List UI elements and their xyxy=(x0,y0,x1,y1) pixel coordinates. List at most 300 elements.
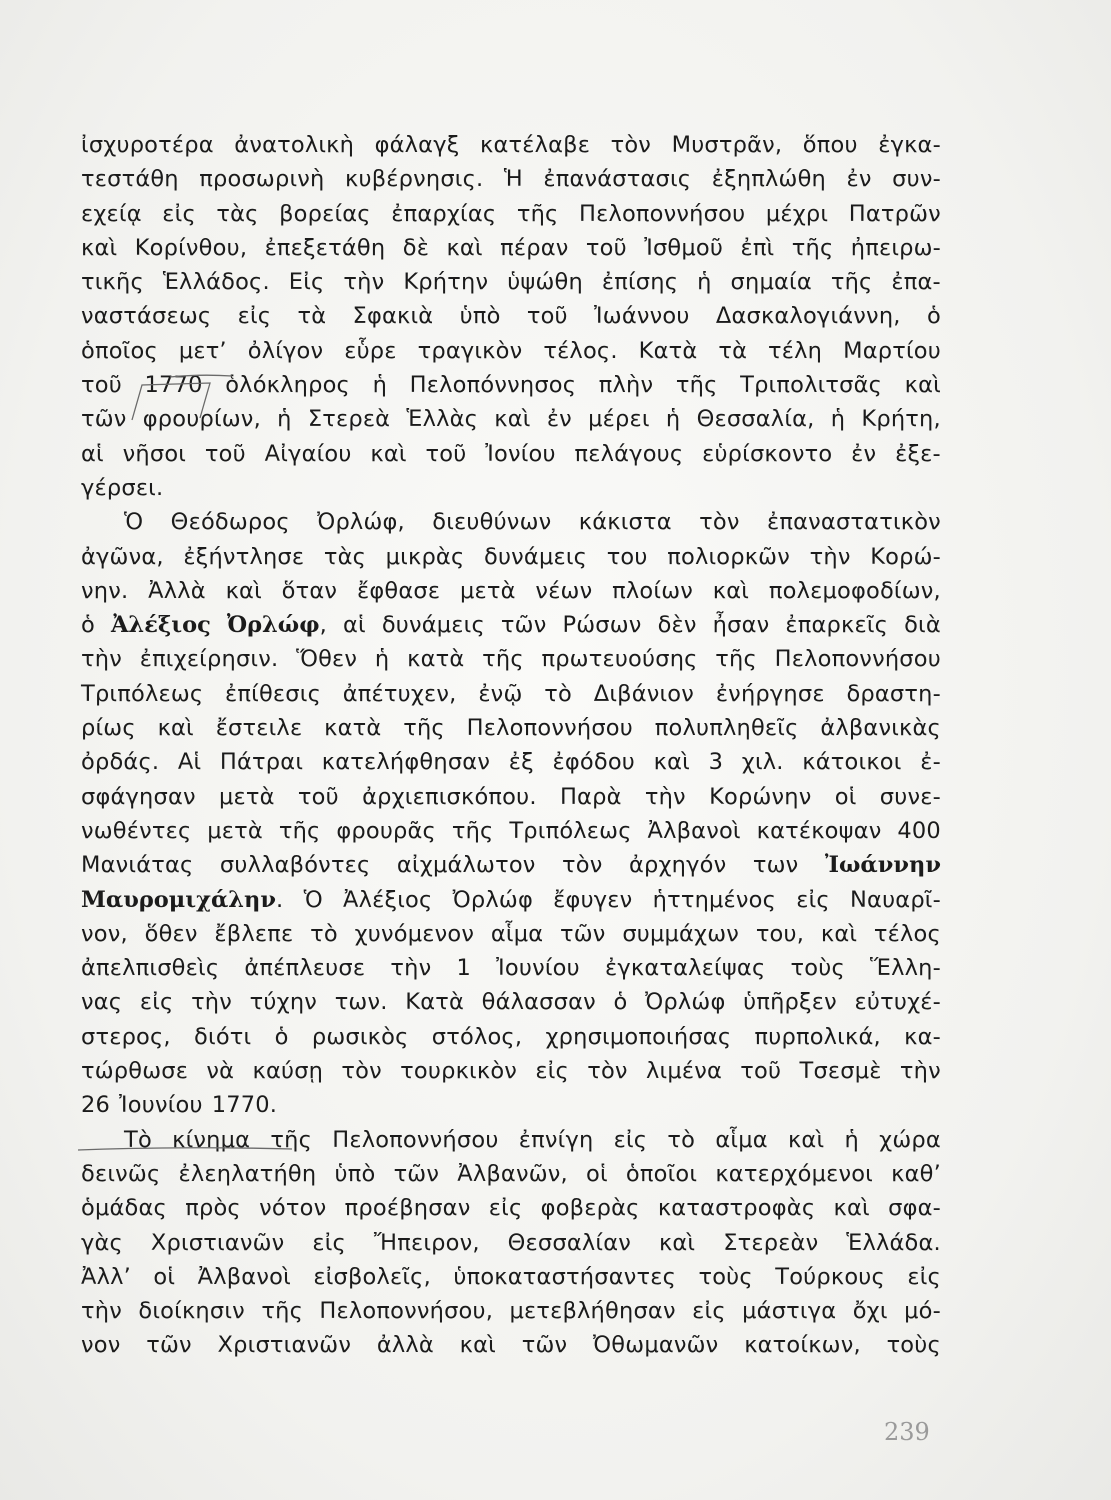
bold-name: Ἰωάννην xyxy=(824,852,941,879)
word: τοῦ xyxy=(204,440,246,467)
word: τὴν xyxy=(191,989,233,1016)
word: τοῦ xyxy=(585,234,627,261)
word: Ἀλβανοὶ xyxy=(647,817,741,844)
word: εἰς xyxy=(312,1229,346,1256)
word: σημαία xyxy=(730,269,812,296)
word: ὁλόκληρος xyxy=(225,372,350,399)
word: Αἱ xyxy=(177,749,202,776)
word: φάλαγξ xyxy=(374,132,460,158)
word: φρουρίων, xyxy=(142,406,261,433)
text-line xyxy=(81,1088,941,1122)
word: Θεόδωρος xyxy=(170,509,290,536)
word: κάκιστα xyxy=(578,509,672,536)
word: εἰσβολεῖς, xyxy=(313,1263,431,1290)
text-line xyxy=(81,1328,941,1362)
word: στερος, xyxy=(81,1023,171,1050)
word: χυνόμενον xyxy=(354,920,475,947)
word: τῆς xyxy=(278,817,321,844)
word: μικρὰς xyxy=(385,543,465,570)
word: γέρσει. xyxy=(81,474,164,501)
word: τῆς xyxy=(451,817,494,844)
text-line xyxy=(81,780,941,814)
word: τικῆς xyxy=(81,269,144,296)
text-line xyxy=(81,402,941,436)
word: κίνημα xyxy=(172,1126,251,1153)
word: ἐνῷ xyxy=(478,680,523,707)
word: Πελοποννήσου xyxy=(774,646,941,673)
word: των xyxy=(752,852,799,879)
word: ὁ xyxy=(81,612,95,639)
word: εἰς xyxy=(796,886,830,913)
word: ἐξήντλησε xyxy=(183,543,305,570)
word: Ὀθωμανῶν xyxy=(593,1332,719,1359)
word: εἰς xyxy=(907,1263,941,1290)
word: συλλαβόντες xyxy=(219,852,371,879)
word: τῶν xyxy=(560,920,606,947)
word: εχείᾳ xyxy=(81,200,142,227)
word: διοίκησιν xyxy=(138,1298,245,1325)
word: τὴν xyxy=(343,269,385,296)
word: Ὀρλώφ xyxy=(645,989,726,1016)
word: κατέλαβε xyxy=(480,132,591,158)
word: τὰ xyxy=(718,337,748,364)
word: Θεσσαλία, xyxy=(696,406,815,433)
text-line xyxy=(81,368,941,402)
word: ὁποῖος xyxy=(81,337,158,364)
word: Ὀρλώφ, xyxy=(317,509,405,536)
word: Μανιάτας xyxy=(81,852,194,879)
word: δυνάμεις xyxy=(483,543,588,570)
word: Σφακιὰ xyxy=(352,303,434,330)
word: τοὺς xyxy=(886,1332,941,1359)
word: βορείας xyxy=(279,200,371,227)
word: Μαυρομιχάλην. xyxy=(81,886,284,913)
word: 400 xyxy=(897,817,941,844)
word: ἔστειλε xyxy=(215,715,303,742)
word: ἐνήργησε xyxy=(715,680,825,707)
word: Ἑλλάδα. xyxy=(846,1229,941,1256)
word: Ἰουνίου xyxy=(119,1092,203,1119)
word: τοὺς xyxy=(698,1263,753,1290)
word: ἐπὶ xyxy=(740,234,775,261)
word: καὶ xyxy=(787,1126,825,1153)
word: τῆς xyxy=(715,646,757,673)
word: τῆς xyxy=(270,1126,313,1153)
word: φρουρᾶς xyxy=(336,817,436,844)
word: Ἀλβανοὶ xyxy=(197,1263,291,1290)
word: τύχην xyxy=(249,989,318,1016)
word: Κορώνην xyxy=(709,783,812,810)
word: τὰς xyxy=(323,543,367,570)
word: εἰς xyxy=(139,989,174,1016)
word: τὴν xyxy=(809,543,851,570)
word: ἀρχηγόν xyxy=(628,852,727,879)
text-line xyxy=(81,608,941,642)
word: φοβερὰς xyxy=(540,1195,640,1222)
word: ἡ xyxy=(372,372,388,399)
word: Πελοποννήσου, xyxy=(319,1298,494,1325)
word: Ἑλλὰς xyxy=(406,406,479,433)
text-line xyxy=(81,1226,941,1260)
word: Ἰουνίου xyxy=(496,955,580,982)
word: ἡ xyxy=(374,646,390,673)
text-line xyxy=(81,642,941,676)
word: θάλασσαν xyxy=(481,989,596,1016)
word: καὶ xyxy=(446,234,483,261)
word: τῶν xyxy=(146,1332,192,1359)
word: καὶ xyxy=(653,749,690,776)
word: τεστάθη xyxy=(81,166,179,193)
word: ἐπεξετάθη xyxy=(264,234,386,261)
word: ἐγκα- xyxy=(878,132,941,158)
word: Ἑλλάδος. xyxy=(162,269,270,296)
word: μέρει xyxy=(588,406,650,433)
word: ἀλβανικὰς xyxy=(820,715,941,742)
word: αἱ xyxy=(342,612,366,639)
text-line xyxy=(81,334,941,368)
word: δραστη- xyxy=(846,680,941,707)
word: ἔφθασε xyxy=(356,577,441,604)
word: ἐξε- xyxy=(895,440,941,467)
word: Πελοποννήσου xyxy=(332,1126,499,1153)
word: ρίως xyxy=(81,715,136,742)
word: οἱ xyxy=(834,783,857,810)
word: πολεμοφοδίων, xyxy=(768,577,941,604)
word: τῆς xyxy=(403,715,445,742)
word: ρωσικὸς xyxy=(311,1023,409,1050)
word: Χριστιανῶν xyxy=(150,1229,285,1256)
word: προσωρινὴ xyxy=(199,166,325,193)
text-line xyxy=(81,1020,941,1054)
word: Δασκαλογιάννη, xyxy=(715,303,901,330)
word: ἡ xyxy=(697,269,712,296)
word: ἔφυγεν xyxy=(553,886,633,913)
text-line xyxy=(81,1157,941,1191)
word: δὲν xyxy=(657,612,697,639)
word: αἷμα xyxy=(715,1126,768,1153)
word: ἡ xyxy=(277,406,292,433)
word: Ὀρλώφ, xyxy=(226,612,327,639)
word: ἐπνίγη xyxy=(518,1126,594,1153)
word: ἐπαρκεῖς xyxy=(785,612,889,639)
word: πλὴν xyxy=(598,372,654,399)
word: μετ’ xyxy=(178,337,227,364)
word: ὁ xyxy=(926,303,941,330)
word: Ἀλβανῶν, xyxy=(457,1160,568,1187)
word: τὸν xyxy=(562,852,603,879)
word: ὁποῖοι xyxy=(625,1160,698,1187)
word: τὴν xyxy=(81,646,122,673)
word: ναστάσεως xyxy=(81,303,212,330)
word: δυνάμεις xyxy=(381,612,485,639)
word: Παρὰ xyxy=(559,783,622,810)
word: ἐπιχείρησιν. xyxy=(139,646,279,673)
word: Ὀρλώφ xyxy=(452,886,533,913)
text-line xyxy=(81,1123,941,1157)
word: οἱ xyxy=(586,1160,608,1187)
word: μέχρι xyxy=(765,200,829,227)
word: μάστιγα xyxy=(742,1298,837,1325)
word: καὶ xyxy=(833,1195,870,1222)
word: του, xyxy=(755,920,805,947)
word: ὑψώθη xyxy=(507,269,583,296)
word: νην. xyxy=(81,577,129,604)
word: ἦσαν xyxy=(712,612,770,639)
text-line xyxy=(81,471,941,505)
word: εἰς xyxy=(162,200,196,227)
word: ἀγῶνα, xyxy=(81,543,164,570)
word: καὶ xyxy=(225,577,262,604)
word: τὰς xyxy=(216,200,259,227)
word: του xyxy=(606,543,648,570)
word: εὐτυχέ- xyxy=(854,989,941,1016)
word: Τριπόλεως xyxy=(509,817,632,844)
word: τὸν xyxy=(341,1058,382,1085)
word xyxy=(825,848,941,882)
text-line xyxy=(81,197,941,231)
word: ὑποκαταστήσαντες xyxy=(453,1263,677,1290)
word: εἰς xyxy=(692,1298,726,1325)
word: ἐπα- xyxy=(891,269,941,296)
word: ἐν xyxy=(546,406,572,433)
word: αἰχμάλωτον xyxy=(396,852,536,879)
word: Ἰσθμοῦ xyxy=(644,234,724,261)
word: ἐξ xyxy=(508,749,534,776)
word: σφα- xyxy=(888,1195,941,1222)
word: ἐλεηλατήθη xyxy=(178,1160,317,1187)
word: τὴν xyxy=(644,783,686,810)
word: Κρήτην xyxy=(403,269,489,296)
word: 1770. xyxy=(211,1092,278,1119)
page-number: 239 xyxy=(884,1418,930,1446)
word: στόλος, xyxy=(431,1023,523,1050)
text-line xyxy=(81,505,941,539)
word: κυβέρνησις. xyxy=(345,166,484,193)
word: πρωτευούσης xyxy=(541,646,698,673)
word: οἱ xyxy=(153,1263,176,1290)
word: Κατὰ xyxy=(405,989,464,1016)
word: κατερχόμενοι xyxy=(715,1160,873,1187)
word: νον, xyxy=(81,920,128,947)
word: κατοίκων, xyxy=(744,1332,861,1359)
word: κάτοικοι xyxy=(802,749,902,776)
word: ὁ xyxy=(274,1023,289,1050)
word: σφάγησαν xyxy=(81,783,196,810)
bold-name: Μαυρομιχάλην xyxy=(81,886,277,913)
word: Αἰγαίου xyxy=(264,440,352,467)
word: Ὁ xyxy=(303,886,323,913)
word: ἐν xyxy=(851,440,877,467)
word: ὄχι xyxy=(852,1298,888,1325)
word: ἠπειρω- xyxy=(850,234,941,261)
word: καὶ xyxy=(81,234,118,261)
word: κατὰ xyxy=(407,646,465,673)
word: Ρώσων xyxy=(562,612,642,639)
word: Ἡ xyxy=(503,166,523,193)
word: νωθέντες xyxy=(81,817,192,844)
word: καθ’ xyxy=(891,1160,941,1187)
word: Στερεὰ xyxy=(307,406,391,433)
text-line xyxy=(81,711,941,745)
word: Κατὰ xyxy=(638,337,698,364)
word: καύσῃ xyxy=(252,1058,324,1085)
word: Πελοπόννησος xyxy=(409,372,577,399)
word: τουρκικὸν xyxy=(400,1058,518,1085)
text-line xyxy=(81,299,941,333)
text-line xyxy=(81,540,941,574)
word: Πελοποννήσου xyxy=(578,200,746,227)
text-line xyxy=(81,883,941,917)
word: ἀπελπισθεὶς xyxy=(81,955,220,982)
word: εἰς xyxy=(613,1126,648,1153)
text-line xyxy=(81,985,941,1019)
word: καὶ xyxy=(494,406,531,433)
word: Τριπολιτσᾶς xyxy=(740,372,883,399)
word: καταστροφὰς xyxy=(657,1195,816,1222)
word: μό- xyxy=(904,1298,941,1325)
word: δεινῶς xyxy=(81,1160,161,1187)
text-line xyxy=(81,1294,941,1328)
word: ἐ- xyxy=(920,749,941,776)
word: ἐφόδου xyxy=(552,749,636,776)
word: Τσεσμὲ xyxy=(799,1058,882,1085)
word: κατέκοψαν xyxy=(756,817,882,844)
word: αἱ xyxy=(81,440,104,467)
word: ἡ xyxy=(665,406,681,433)
word: Πελοποννήσου xyxy=(466,715,633,742)
word: καὶ xyxy=(459,1332,496,1359)
word: τέλη xyxy=(768,337,823,364)
word: διότι xyxy=(194,1023,252,1050)
word: διὰ xyxy=(904,612,941,639)
word: τοῦ xyxy=(425,440,467,467)
word: εὗρε xyxy=(344,337,397,364)
word: τὸ xyxy=(667,1126,696,1153)
word: τῆς xyxy=(830,269,873,296)
word: ὑπὸ xyxy=(459,303,501,330)
text-line xyxy=(81,951,941,985)
word: τὴν xyxy=(899,1058,941,1085)
word: ἰσχυροτέρα xyxy=(81,132,214,158)
word: ἀνατολικὴ xyxy=(234,132,355,158)
word: Πατρῶν xyxy=(848,200,941,227)
word: 1770 xyxy=(144,372,203,399)
word: καὶ xyxy=(370,440,407,467)
word: Ὁ xyxy=(124,509,144,536)
word: τῆς xyxy=(261,1298,303,1325)
word: εἰς xyxy=(237,303,272,330)
word: ἡ xyxy=(844,1126,859,1153)
text-line xyxy=(81,128,941,162)
word: καὶ xyxy=(904,372,941,399)
word: τὴν xyxy=(81,1298,122,1325)
word: ἐπίσης xyxy=(601,269,679,296)
word: προέβησαν xyxy=(344,1195,471,1222)
word: νὰ xyxy=(206,1058,235,1085)
word: 1 xyxy=(456,955,472,982)
word: χρησιμοποιήσας xyxy=(545,1023,732,1050)
text-line xyxy=(81,917,941,951)
word: πυρπολικά, xyxy=(754,1023,881,1050)
word: τοῦ xyxy=(81,372,122,399)
word: ὀλίγον xyxy=(247,337,324,364)
word: δὲ xyxy=(402,234,430,261)
word: ἀρχιεπισκόπου. xyxy=(362,783,537,810)
word: τοὺς xyxy=(790,955,845,982)
text-line xyxy=(81,574,941,608)
word: κατελήφθησαν xyxy=(321,749,491,776)
word: τῶν xyxy=(393,1160,440,1187)
word: λιμένα xyxy=(645,1058,722,1085)
word: νότον xyxy=(259,1195,327,1222)
word: τὸ xyxy=(310,920,338,947)
word: καὶ xyxy=(712,577,750,604)
word: ὅπου xyxy=(802,132,858,158)
bold-name: Ὀρλώφ xyxy=(226,612,320,639)
word: τῆς xyxy=(675,372,718,399)
text-line xyxy=(81,1191,941,1225)
word: κα- xyxy=(904,1023,941,1050)
word: νέων xyxy=(535,577,593,604)
word: τοῦ xyxy=(526,303,568,330)
word: εἰς xyxy=(488,1195,523,1222)
word: των. xyxy=(334,989,388,1016)
word: Ἀλέξιος xyxy=(110,612,211,639)
word: πλοίων xyxy=(612,577,694,604)
word: εὑρίσκοντο xyxy=(702,440,833,467)
text-line xyxy=(81,1260,941,1294)
word: κατὰ xyxy=(324,715,382,742)
word: ὁμάδας xyxy=(81,1195,167,1222)
word: 3 xyxy=(708,749,724,776)
word: Κρήτη, xyxy=(861,406,941,433)
word: τῶν xyxy=(81,406,127,433)
word: Ὅθεν xyxy=(296,646,358,673)
text-line xyxy=(81,745,941,779)
word: συμμάχων xyxy=(622,920,740,947)
word: πρὸς xyxy=(185,1195,241,1222)
word: καὶ xyxy=(157,715,194,742)
word: τέλος xyxy=(873,920,941,947)
word: ὑπὸ xyxy=(334,1160,376,1187)
word: Ἀλλ’ xyxy=(81,1263,131,1290)
word: ἐγκαταλείψας xyxy=(605,955,766,982)
text-line xyxy=(81,437,941,471)
word: τὸν xyxy=(699,509,740,536)
word: Εἰς xyxy=(288,269,325,296)
word: ὑπῆρξεν xyxy=(743,989,837,1016)
word: συν- xyxy=(892,166,941,193)
word: Ἰωάννου xyxy=(594,303,690,330)
word: Ἀλέξιος xyxy=(343,886,433,913)
text-line xyxy=(81,162,941,196)
word: τέλος. xyxy=(543,337,618,364)
text-line xyxy=(81,231,941,265)
word: τὸν xyxy=(610,132,652,158)
word: ἐπαρχίας xyxy=(391,200,497,227)
word: ἀπέπλευσε xyxy=(244,955,366,982)
word: Στερεὰν xyxy=(723,1229,819,1256)
body-text xyxy=(81,128,941,1363)
word: αἷμα xyxy=(490,920,544,947)
word: τραγικὸν xyxy=(417,337,523,364)
word: τὸ xyxy=(544,680,572,707)
word: τὴν xyxy=(390,955,432,982)
word: διευθύνων xyxy=(432,509,552,536)
word: ἐξηπλώθη xyxy=(711,166,827,193)
text-line xyxy=(81,1054,941,1088)
word: Θεσσαλίαν xyxy=(507,1229,631,1256)
